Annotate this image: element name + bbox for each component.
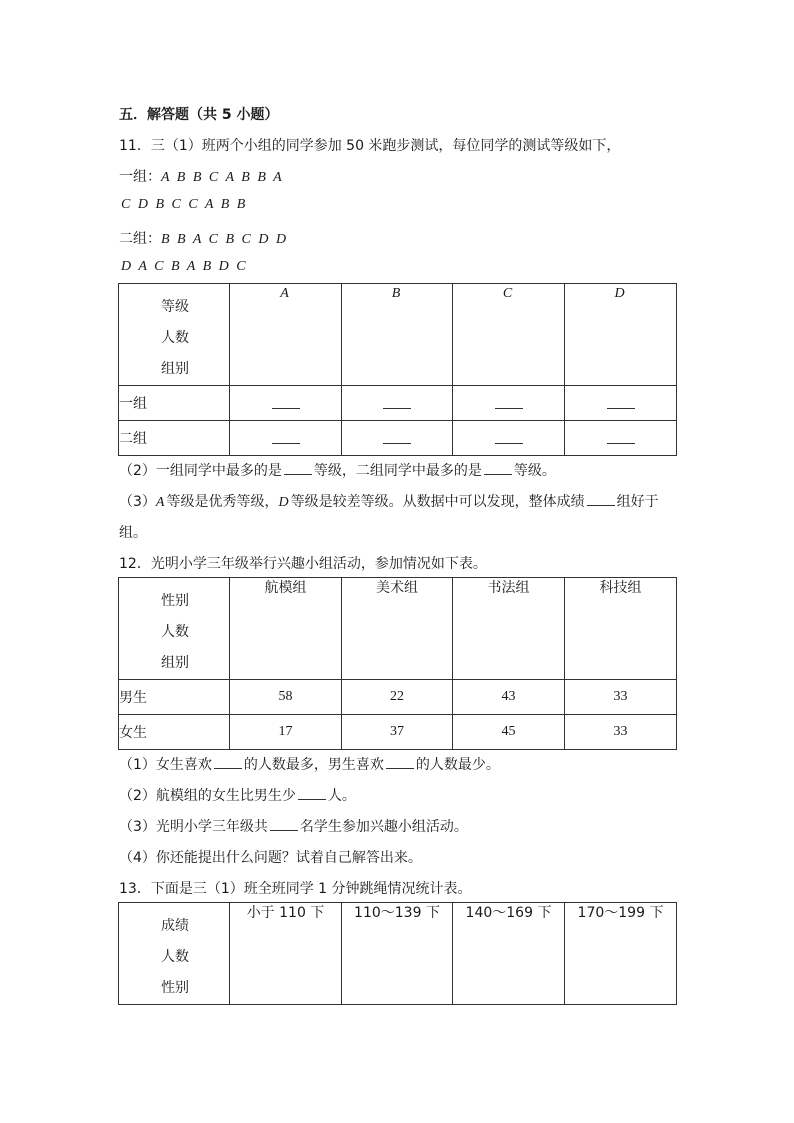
q12-col-art: 美术组 <box>342 578 453 680</box>
q11-stem: 11．三（1）班两个小组的同学参加 50 米跑步测试，每位同学的测试等级如下， <box>119 138 621 154</box>
table-row <box>119 680 677 715</box>
answer-blank[interactable] <box>565 386 677 421</box>
answer-blank[interactable] <box>230 386 342 421</box>
answer-blank[interactable] <box>342 421 453 456</box>
q11-sub2-text-c: 等级。 <box>513 463 556 479</box>
q11-group2-line1 <box>119 228 288 248</box>
q12-col-model: 航模组 <box>230 578 342 680</box>
q11-group2-grades2: D A C B A B D C <box>121 259 248 274</box>
section-title: 五．解答题（共 5 小题） <box>119 107 279 123</box>
q11-sub2 <box>119 460 556 480</box>
q11-sub3-grade-a: A <box>155 495 167 510</box>
q12-sub1-text-c: 的人数最少。 <box>415 757 500 773</box>
q13-table-header-row <box>119 903 677 1005</box>
q12-row-label-girls: 女生 <box>119 715 230 750</box>
q11-row-label-group2: 二组 <box>119 421 230 456</box>
q13-header-score: 成绩 <box>161 918 189 934</box>
q13-col-170-199: 170～199 下 <box>565 903 677 1005</box>
q11-group1-grades1: A B B C A B B A <box>161 170 284 185</box>
answer-blank[interactable] <box>587 491 615 506</box>
table-cell: 33 <box>565 715 677 750</box>
table-row <box>119 715 677 750</box>
q12-sub3-text-a: （3）光明小学三年级共 <box>119 819 268 835</box>
answer-blank[interactable] <box>565 421 677 456</box>
q13-header-count: 人数 <box>161 949 189 965</box>
table-cell: 43 <box>453 680 565 715</box>
q13-col-140-169: 140～169 下 <box>453 903 565 1005</box>
q11-sub3-text-b: 等级是优秀等级， <box>166 494 279 510</box>
q11-sub3 <box>119 491 659 511</box>
q12-header-count: 人数 <box>161 624 189 640</box>
q13-header-gender: 性别 <box>161 980 189 996</box>
q11-col-a: A <box>230 284 342 386</box>
q11-col-c: C <box>453 284 565 386</box>
q11-table <box>118 283 677 456</box>
q12-sub1-text-a: （1）女生喜欢 <box>119 757 212 773</box>
q13-col-110-139: 110～139 下 <box>342 903 453 1005</box>
q12-header-stack <box>119 578 230 680</box>
q13-table <box>118 902 677 1005</box>
q11-sub3-text-a: （3） <box>119 494 156 510</box>
answer-blank[interactable] <box>386 754 414 769</box>
q11-header-stack <box>119 284 230 386</box>
q12-col-science: 科技组 <box>565 578 677 680</box>
q11-sub2-text-a: （2）一组同学中最多的是 <box>119 463 282 479</box>
q11-sub3-continued: 组。 <box>119 525 147 541</box>
q11-sub3-text-d: 组好于 <box>616 494 659 510</box>
q12-sub3 <box>119 816 468 836</box>
q11-sub3-grade-d: D <box>278 495 291 510</box>
answer-blank[interactable] <box>484 460 512 475</box>
answer-blank[interactable] <box>453 421 565 456</box>
q11-header-count: 人数 <box>161 330 189 346</box>
answer-blank[interactable] <box>230 421 342 456</box>
q13-stem: 13．下面是三（1）班全班同学 1 分钟跳绳情况统计表。 <box>119 881 472 897</box>
q13-col-under110: 小于 110 下 <box>230 903 342 1005</box>
table-cell: 33 <box>565 680 677 715</box>
q11-header-group: 组别 <box>161 361 189 377</box>
q11-group1-line1 <box>119 166 284 186</box>
q12-sub2-text-b: 人。 <box>327 788 356 804</box>
q11-group2-grades1: B B A C B C D D <box>161 232 289 247</box>
q12-sub1 <box>119 754 500 774</box>
answer-blank[interactable] <box>270 816 298 831</box>
q11-sub2-text-b: 等级，二组同学中最多的是 <box>313 463 482 479</box>
answer-blank[interactable] <box>284 460 312 475</box>
q12-sub4: （4）你还能提出什么问题？试着自己解答出来。 <box>119 850 422 866</box>
q12-col-calligraphy: 书法组 <box>453 578 565 680</box>
answer-blank[interactable] <box>453 386 565 421</box>
q12-header-group: 组别 <box>161 655 189 671</box>
table-row <box>119 386 677 421</box>
q12-header-gender: 性别 <box>161 593 189 609</box>
q11-sub3-text-c: 等级是较差等级。从数据中可以发现，整体成绩 <box>290 494 585 510</box>
answer-blank[interactable] <box>214 754 242 769</box>
q12-table-header-row <box>119 578 677 680</box>
q12-sub3-text-b: 名学生参加兴趣小组活动。 <box>299 819 468 835</box>
q11-row-label-group1: 一组 <box>119 386 230 421</box>
q12-sub1-text-b: 的人数最多，男生喜欢 <box>243 757 384 773</box>
q11-table-header-row <box>119 284 677 386</box>
q12-table <box>118 577 677 750</box>
table-cell: 45 <box>453 715 565 750</box>
q11-col-d: D <box>565 284 677 386</box>
q12-row-label-boys: 男生 <box>119 680 230 715</box>
q12-stem: 12．光明小学三年级举行兴趣小组活动，参加情况如下表。 <box>119 556 487 572</box>
table-cell: 37 <box>342 715 453 750</box>
q11-group1-grades2: C D B C C A B B <box>121 197 248 212</box>
table-cell: 17 <box>230 715 342 750</box>
q12-sub2-text-a: （2）航模组的女生比男生少 <box>119 788 296 804</box>
q11-header-grade: 等级 <box>161 299 189 315</box>
answer-blank[interactable] <box>298 785 326 800</box>
q11-group1-label: 一组： <box>119 169 161 185</box>
table-row <box>119 421 677 456</box>
q12-sub2 <box>119 785 356 805</box>
table-cell: 58 <box>230 680 342 715</box>
q11-col-b: B <box>342 284 453 386</box>
q13-header-stack <box>119 903 230 1005</box>
answer-blank[interactable] <box>342 386 453 421</box>
table-cell: 22 <box>342 680 453 715</box>
q11-group2-label: 二组： <box>119 231 161 247</box>
